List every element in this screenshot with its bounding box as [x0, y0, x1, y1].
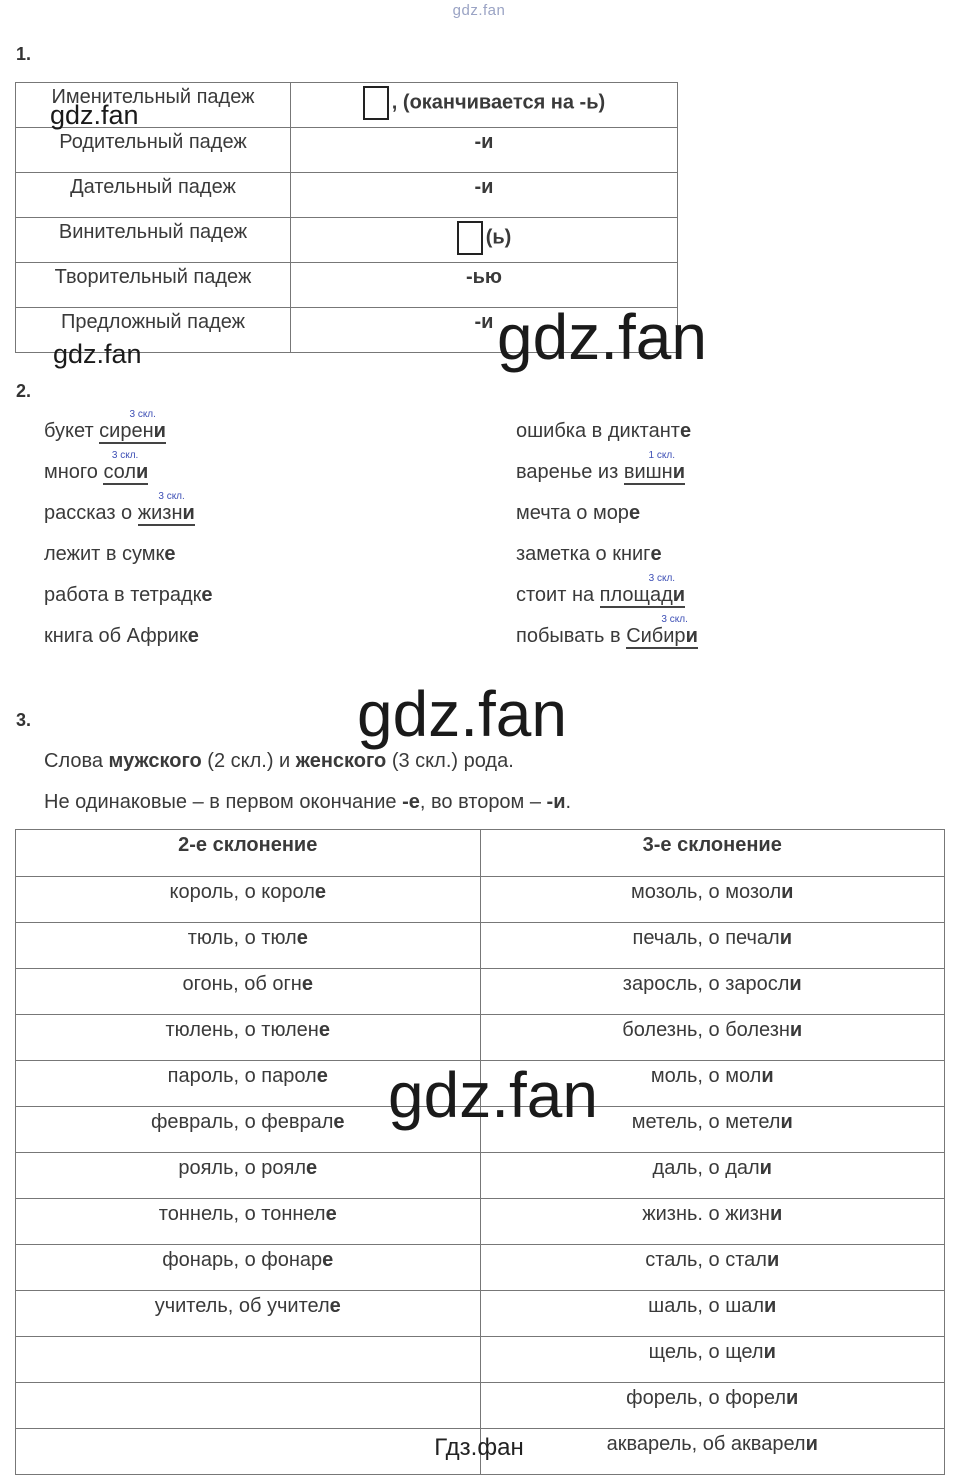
cell-ending: и: [759, 1157, 772, 1179]
cell-text: пароль, о парол: [167, 1065, 317, 1087]
phrase-prefix: книга об: [44, 625, 127, 647]
cell-text: печаль, о печал: [632, 927, 780, 949]
ending-text: -и: [474, 311, 494, 333]
cell-text: щель, о щел: [648, 1341, 764, 1363]
cell-ending: и: [761, 1065, 774, 1087]
cell-ending: и: [780, 1111, 793, 1133]
cell-ending: е: [322, 1249, 334, 1271]
case-ending: [291, 173, 678, 218]
phrase-prefix: рассказ о: [44, 502, 138, 524]
cell-text: февраль, о феврал: [150, 1111, 334, 1133]
target-word: [127, 625, 199, 647]
table-row: [16, 877, 945, 923]
cell-3rd-declension: [480, 877, 945, 923]
cell-2nd-declension: [16, 1153, 481, 1199]
word-ending: и: [182, 502, 195, 524]
cell-2nd-declension: [16, 1245, 481, 1291]
case-name: Именительный падеж: [16, 83, 291, 128]
table-row: [16, 1337, 945, 1383]
cell-ending: и: [786, 1387, 799, 1409]
cell-ending: и: [763, 1341, 776, 1363]
phrase: [516, 543, 662, 566]
table-row: [16, 923, 945, 969]
cell-text: фонарь, о фонар: [162, 1249, 323, 1271]
cell-2nd-declension: [16, 923, 481, 969]
ending-text: (ь): [485, 226, 512, 249]
phrase: [516, 420, 691, 443]
word-ending: и: [136, 461, 149, 483]
word-stem: сирен: [99, 420, 154, 442]
footer-watermark: Гдз.фан: [434, 1434, 524, 1461]
phrase-prefix: букет: [44, 420, 100, 442]
phrase: [44, 543, 175, 566]
cell-ending: е: [316, 1065, 328, 1087]
word-ending: е: [187, 625, 199, 647]
cell-2nd-declension: [16, 1337, 481, 1383]
task-1-number: 1.: [16, 44, 32, 64]
cell-text: король, о корол: [169, 881, 315, 903]
ending-text: -и: [474, 131, 494, 153]
table-row: [16, 1015, 945, 1061]
case-ending: [291, 218, 678, 263]
cell-ending: и: [805, 1433, 818, 1455]
word-ending: е: [650, 543, 662, 565]
cell-3rd-declension: [480, 1337, 945, 1383]
cell-text: огонь, об огн: [182, 973, 302, 995]
word-ending: и: [672, 584, 686, 606]
phrase: [516, 614, 698, 648]
target-word: [626, 614, 698, 649]
header-3rd-declension: 3-е склонение: [480, 830, 945, 877]
case-name: Дательный падеж: [16, 173, 291, 218]
word-stem: Африк: [126, 625, 188, 647]
ending-text: -и: [474, 176, 494, 198]
cell-text: тоннель, о тоннел: [158, 1203, 326, 1225]
target-word: [137, 491, 195, 526]
watermark-big-2: gdz.fan: [357, 678, 567, 750]
task-3-number: 3.: [16, 710, 32, 730]
phrase-prefix: варенье из: [516, 461, 624, 483]
case-row: [16, 218, 678, 263]
cell-3rd-declension: [480, 1015, 945, 1061]
watermark-big-1: gdz.fan: [497, 301, 707, 373]
word-stem: вишн: [623, 461, 673, 483]
cell-ending: е: [318, 1019, 330, 1041]
target-word: [612, 543, 661, 565]
cell-text: даль, о дал: [652, 1157, 760, 1179]
phrase-prefix: стоит на: [516, 584, 600, 606]
declension-note: 3 скл.: [661, 614, 688, 625]
cell-ending: е: [329, 1295, 341, 1317]
top-watermark: gdz.fan: [452, 2, 506, 19]
cell-ending: е: [301, 973, 313, 995]
word-ending: е: [679, 420, 692, 442]
declension-note: 3 скл.: [111, 450, 139, 461]
cell-text: шаль, о шал: [648, 1295, 765, 1317]
table-row: [16, 1199, 945, 1245]
cell-text: мозоль, о мозол: [631, 881, 782, 903]
target-word: [593, 502, 640, 524]
task-3-line-2: Не одинаковые – в первом окончание -е, во втором – -и.: [44, 791, 572, 813]
cell-ending: и: [789, 973, 802, 995]
cell-ending: и: [789, 1019, 803, 1041]
phrase-prefix: побывать в: [516, 625, 627, 647]
case-row: [16, 173, 678, 218]
target-word: [599, 573, 686, 608]
cell-text: учитель, об учител: [154, 1295, 330, 1317]
cell-ending: и: [764, 1295, 777, 1317]
cell-text: тюль, о тюл: [187, 927, 297, 949]
cell-2nd-declension: [16, 1015, 481, 1061]
task-2-number: 2.: [16, 381, 32, 401]
word-ending: и: [153, 420, 166, 442]
cell-2nd-declension: [16, 1383, 481, 1429]
table-row: [16, 1153, 945, 1199]
cell-3rd-declension: [480, 1199, 945, 1245]
phrase-prefix: ошибка в: [516, 420, 608, 442]
cell-ending: и: [769, 1203, 783, 1225]
word-stem: площад: [599, 584, 673, 606]
phrase: [44, 491, 195, 525]
declension-table: [15, 829, 945, 1475]
cell-text: болезнь, о болезн: [622, 1019, 790, 1041]
watermark-small-2: gdz.fan: [53, 339, 142, 369]
empty-ending-box-icon: [457, 221, 483, 255]
declension-note: 1 скл.: [648, 450, 675, 461]
phrase: [44, 584, 213, 607]
cell-ending: е: [314, 881, 326, 903]
word-stem: мор: [592, 502, 629, 524]
word-stem: Сибир: [626, 625, 686, 647]
case-name: Родительный падеж: [16, 128, 291, 173]
phrase-prefix: работа в: [44, 584, 131, 606]
cell-3rd-declension: [480, 1291, 945, 1337]
ending-text: -ью: [465, 266, 503, 288]
case-ending: [291, 128, 678, 173]
phrase-prefix: мечта о: [516, 502, 593, 524]
word-ending: е: [628, 502, 641, 524]
cell-3rd-declension: [480, 1245, 945, 1291]
word-stem: книг: [612, 543, 651, 565]
case-name: Творительный падеж: [16, 263, 291, 308]
cell-ending: и: [779, 927, 792, 949]
word-stem: тетрадк: [130, 584, 202, 606]
declension-note: 3 скл.: [648, 573, 676, 584]
phrase: [44, 409, 166, 443]
case-name: Винительный падеж: [16, 218, 291, 263]
case-row: [16, 128, 678, 173]
cell-3rd-declension: [480, 923, 945, 969]
table-row: [16, 969, 945, 1015]
declension-note: 3 скл.: [129, 409, 156, 420]
phrase: [44, 625, 199, 648]
case-ending: [291, 83, 678, 128]
word-ending: е: [164, 543, 176, 565]
cell-text: заросль, о заросл: [622, 973, 790, 995]
cell-2nd-declension: [16, 877, 481, 923]
cell-ending: и: [766, 1249, 780, 1271]
cell-text: тюлень, о тюлен: [165, 1019, 319, 1041]
cell-2nd-declension: [16, 1291, 481, 1337]
target-word: [130, 584, 212, 606]
watermark-big-3: gdz.fan: [388, 1059, 598, 1131]
cell-ending: е: [306, 1157, 318, 1179]
cell-3rd-declension: [480, 1383, 945, 1429]
cell-text: жизнь. о жизн: [642, 1203, 770, 1225]
task-3-line-1: Слова мужского (2 скл.) и женского (3 скл.) рода.: [44, 750, 514, 772]
ending-text: , (оканчивается на -ь): [391, 91, 606, 114]
phrase: [516, 450, 685, 484]
word-ending: и: [685, 625, 698, 647]
cell-text: акварель, об акварел: [606, 1433, 806, 1455]
target-word: [99, 409, 166, 444]
case-name: Предложный падеж: [16, 308, 291, 353]
word-stem: диктант: [607, 420, 680, 442]
cell-text: рояль, о роял: [178, 1157, 307, 1179]
word-stem: сол: [103, 461, 137, 483]
table-row: [16, 1291, 945, 1337]
cell-ending: е: [296, 927, 308, 949]
header-2nd-declension: 2-е склонение: [16, 830, 481, 877]
word-ending: е: [201, 584, 213, 606]
table-row: [16, 1383, 945, 1429]
declension-note: 3 скл.: [158, 491, 185, 502]
word-stem: жизн: [137, 502, 183, 524]
cell-text: моль, о мол: [650, 1065, 762, 1087]
phrase-prefix: лежит в: [44, 543, 123, 565]
cell-2nd-declension: [16, 969, 481, 1015]
target-word: [122, 543, 175, 565]
table-row: [16, 1245, 945, 1291]
word-ending: и: [672, 461, 685, 483]
target-word: [608, 420, 691, 442]
cell-3rd-declension: [480, 1153, 945, 1199]
target-word: [623, 450, 685, 485]
cell-3rd-declension: [480, 969, 945, 1015]
empty-ending-box-icon: [363, 86, 389, 120]
phrase-prefix: заметка о: [516, 543, 613, 565]
word-stem: сумк: [122, 543, 165, 565]
cell-2nd-declension: [16, 1199, 481, 1245]
watermark-small-1: gdz.fan: [50, 100, 139, 130]
cell-ending: и: [781, 881, 794, 903]
phrase: [44, 450, 149, 484]
cell-text: метель, о метел: [631, 1111, 781, 1133]
cell-text: сталь, о стал: [645, 1249, 767, 1271]
cell-ending: е: [325, 1203, 337, 1225]
phrase-prefix: много: [44, 461, 104, 483]
cell-ending: е: [333, 1111, 345, 1133]
target-word: [103, 450, 149, 485]
cell-text: форель, о форел: [626, 1387, 787, 1409]
phrase: [516, 573, 686, 607]
phrase: [516, 502, 640, 525]
